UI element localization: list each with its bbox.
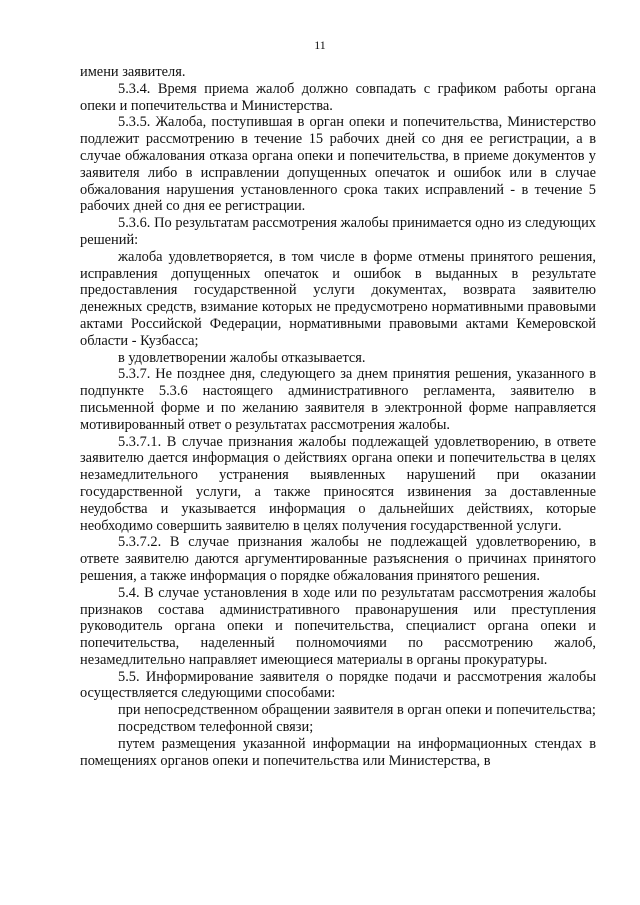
paragraph-5-3-7-2: 5.3.7.2. В случае признания жалобы не подлежащей удовлетворению, в ответе заявителю даются аргументированные разъяснения о причинах принятого решения, а также информация о порядке обжалования принятого решения. [80,534,596,584]
paragraph-5-3-7: 5.3.7. Не позднее дня, следующего за днем принятия решения, указанного в подпункте 5.3.6 настоящего административного регламента, заявителю в письменной форме и по желанию заявителя в электронной форме направляется мотивированный ответ о результатах рассмотрения жалобы. [80,366,596,433]
paragraph-5-4: 5.4. В случае установления в ходе или по результатам рассмотрения жалобы признаков состава административного правонарушения или преступления руководитель органа опеки и попечительства, специалист органа опеки и попечительства, наделенный полномочиями по рассмотрению жалоб, незамедлительно направляет имеющиеся материалы в органы прокуратуры. [80,584,596,668]
paragraph-continuation: имени заявителя. [80,64,186,80]
paragraph-decision-refused: в удовлетворении жалобы отказывается. [118,349,366,366]
page-number: 11 [314,38,326,52]
paragraph-5-3-5: 5.3.5. Жалоба, поступившая в орган опеки и попечительства, Министерство подлежит рассмотрению в течение 15 рабочих дней со дня ее регистрации, а в случае обжалования отказа органа опеки и попечительства, в приеме документов у заявителя либо в исправлении допущенных опечаток и ошибок или в случае обжалования нарушения установленного срока таких исправлений - в течение 5 рабочих дней со дня ее регистрации. [80,114,596,215]
paragraph-5-3-6: 5.3.6. По результатам рассмотрения жалобы принимается одно из следующих решений: [80,215,596,248]
paragraph-method-phone: посредством телефонной связи; [118,719,314,736]
paragraph-decision-satisfied: жалоба удовлетворяется, в том числе в форме отмены принятого решения, исправления допущенных опечаток и ошибок в выданных в результате предоставления государственной услуги документах, возврата заявителю денежных средств, взимание которых не предусмотрено нормативными правовыми актами Российской Федерации, нормативными правовыми актами Кемеровской области - Кузбасса; [80,248,596,349]
paragraph-5-3-7-1: 5.3.7.1. В случае признания жалобы подлежащей удовлетворению, в ответе заявителю дается информация о действиях органа опеки и попечительства в целях незамедлительного устранения выявленных нарушений при оказании государственной услуги, а также приносятся извинения за доставленные неудобства и указывается информация о дальнейших действиях, которые необходимо совершить заявителю в целях получения государственной услуги. [80,433,596,534]
paragraph-5-3-4: 5.3.4. Время приема жалоб должно совпадать с графиком работы органа опеки и попечительства и Министерства. [80,80,596,114]
document-body [80,64,596,769]
paragraph-method-stands: путем размещения указанной информации на информационных стендах в помещениях органов опеки и попечительства или Министерства, в [80,735,596,769]
paragraph-method-direct: при непосредственном обращении заявителя в орган опеки и попечительства; [118,702,596,719]
paragraph-5-5: 5.5. Информирование заявителя о порядке подачи и рассмотрения жалобы осуществляется следующими способами: [80,668,596,702]
